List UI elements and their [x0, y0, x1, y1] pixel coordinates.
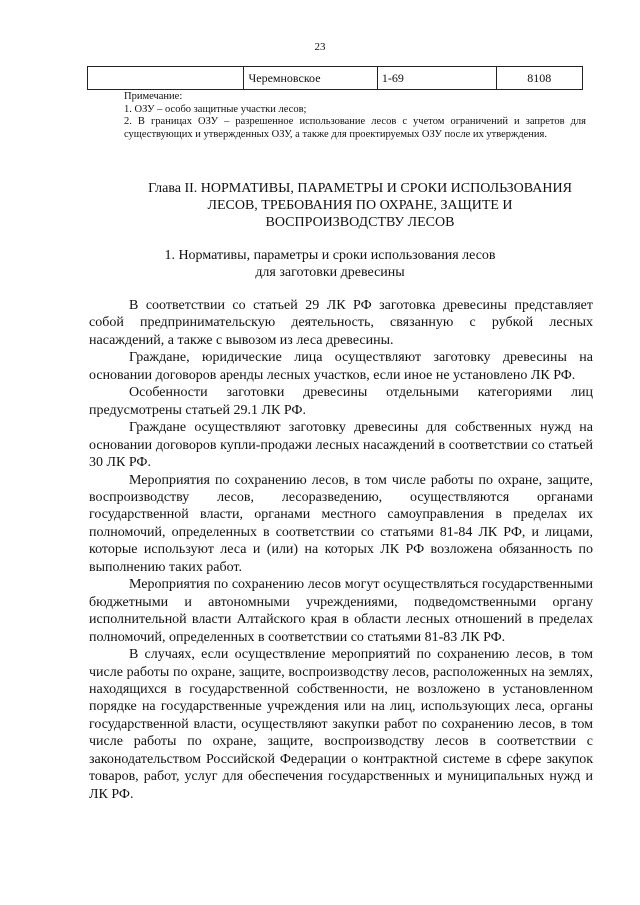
page-number: 23	[314, 41, 326, 53]
table-cell-forestry: Черемновское	[244, 67, 377, 90]
notes-block	[124, 91, 586, 141]
section-title	[120, 247, 540, 281]
paragraph: Граждане осуществляют заготовку древесины для собственных нужд на основании договоров купли-продажи лесных насаждений в соответствии со статьей 30 ЛК РФ.	[89, 420, 593, 471]
table-row	[88, 67, 583, 90]
paragraph: Особенности заготовки древесины отдельными категориями лиц предусмотрены статьей 29.1 ЛК РФ.	[89, 385, 593, 418]
chapter-title	[120, 180, 600, 231]
section-title-line: 1. Нормативы, параметры и сроки использования лесов	[164, 248, 496, 263]
table-cell	[88, 67, 244, 90]
paragraph: В соответствии со статьей 29 ЛК РФ заготовка древесины представляет собой предпринимательскую деятельность, связанную с рубкой лесных насаждений, а также с вывозом из леса древесины.	[89, 298, 593, 348]
chapter-title-line: Глава II. НОРМАТИВЫ, ПАРАМЕТРЫ И СРОКИ ИСПОЛЬЗОВАНИЯ	[148, 181, 572, 196]
note-item: 1. ОЗУ – особо защитные участки лесов;	[124, 103, 307, 115]
chapter-title-line: ЛЕСОВ, ТРЕБОВАНИЯ ПО ОХРАНЕ, ЗАЩИТЕ И	[207, 198, 513, 213]
notes-heading: Примечание:	[124, 91, 183, 102]
paragraph: Граждане, юридические лица осуществляют заготовку древесины на основании договоров аренды лесных участков, если иное не установлено ЛК РФ.	[89, 350, 593, 383]
forest-table	[87, 66, 583, 90]
section-title-line: для заготовки древесины	[255, 265, 405, 280]
paragraph: Мероприятия по сохранению лесов могут осуществляться государственными бюджетными и автономными учреждениями, подведомственными органу исполнительной власти Алтайского края в области лесных отношений в пределах полномочий, определенных в соответствии со статьями 81-83 ЛК РФ.	[89, 577, 593, 645]
paragraph: В случаях, если осуществление мероприятий по сохранению лесов, в том числе работы по охране, защите, воспроизводству лесов, расположенных на землях, находящихся в государственной собственности, не возложено в установленном порядке на государственные учреждения или на лиц, использующих леса, органы государственной власти, осуществляют закупки работ по сохранению лесов, в том числе работы по охране, защите, воспроизводству лесов в соответствии с законодательством Российской Федерации о контрактной системе в сфере закупок товаров, работ, услуг для обеспечения государственных и муниципальных нужд и ЛК РФ.	[89, 647, 593, 802]
table-cell-area: 8108	[496, 67, 582, 90]
note-item: 2. В границах ОЗУ – разрешенное использование лесов с учетом ограничений и запретов для существующих и утвержденных ОЗУ, а также для проектируемых ОЗУ после их утверждения.	[124, 116, 586, 140]
chapter-title-line: ВОСПРОИЗВОДСТВУ ЛЕСОВ	[265, 215, 455, 230]
paragraph: Мероприятия по сохранению лесов, в том числе работы по охране, защите, воспроизводству лесов, лесоразведению, осуществляются органами государственной власти, органами местного самоуправления в пределах их полномочий, определенных в соответствии со статьями 81-84 ЛК РФ, и лицами, которые используют леса и (или) на которых ЛК РФ возложена обязанность по выполнению таких работ.	[89, 472, 593, 575]
body-text	[89, 297, 593, 803]
table-cell-quarters: 1-69	[377, 67, 496, 90]
